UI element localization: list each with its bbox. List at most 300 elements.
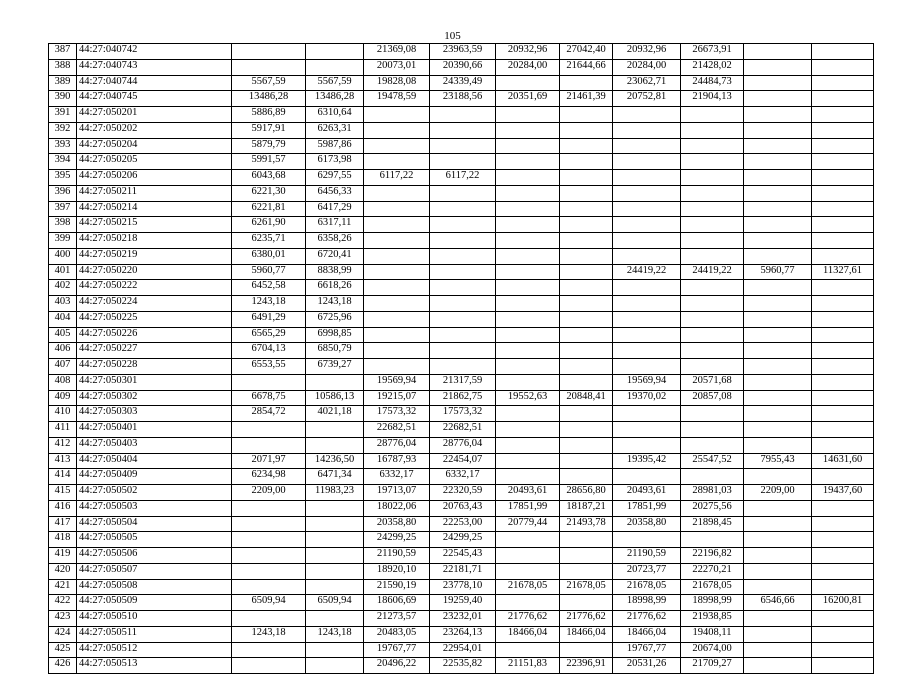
value-cell: 19569,94 [613,374,681,390]
cadastral-code-cell: 44:27:050211 [77,185,232,201]
value-cell [681,296,744,312]
value-cell [306,422,364,438]
value-cell: 26673,91 [681,44,744,60]
table-row [49,44,874,60]
value-cell [681,138,744,154]
row-number-cell: 390 [49,91,77,107]
value-cell: 21678,05 [560,579,613,595]
value-cell: 7955,43 [744,453,812,469]
value-cell [744,201,812,217]
value-cell: 28656,80 [560,485,613,501]
value-cell [812,296,874,312]
cadastral-code-cell: 44:27:050512 [77,642,232,658]
row-number-cell: 412 [49,437,77,453]
value-cell [744,170,812,186]
value-cell [232,642,306,658]
table-row [49,154,874,170]
cadastral-code-cell: 44:27:050206 [77,170,232,186]
value-cell [744,406,812,422]
row-number-cell: 392 [49,122,77,138]
value-cell [430,154,496,170]
value-cell: 28776,04 [364,437,430,453]
row-number-cell: 391 [49,107,77,123]
value-cell [613,343,681,359]
value-cell [744,327,812,343]
value-cell: 19478,59 [364,91,430,107]
value-cell [812,217,874,233]
row-number-cell: 401 [49,264,77,280]
value-cell: 6297,55 [306,170,364,186]
row-number-cell: 397 [49,201,77,217]
row-number-cell: 395 [49,170,77,186]
value-cell [430,217,496,233]
value-cell [681,469,744,485]
table-row [49,185,874,201]
value-cell [812,311,874,327]
value-cell: 6358,26 [306,233,364,249]
value-cell: 21938,85 [681,611,744,627]
value-cell: 13486,28 [232,91,306,107]
cadastral-code-cell: 44:27:050205 [77,154,232,170]
value-cell: 1243,18 [306,626,364,642]
table-row [49,359,874,375]
cadastral-code-cell: 44:27:050228 [77,359,232,375]
value-cell [744,91,812,107]
value-cell: 22954,01 [430,642,496,658]
value-cell: 5960,77 [744,264,812,280]
value-cell [306,563,364,579]
table-row [49,233,874,249]
value-cell [430,233,496,249]
table-row [49,563,874,579]
value-cell: 6417,29 [306,201,364,217]
value-cell [560,563,613,579]
value-cell [681,437,744,453]
value-cell: 5879,79 [232,138,306,154]
value-cell: 21190,59 [613,548,681,564]
value-cell: 20073,01 [364,59,430,75]
value-cell: 18998,99 [681,595,744,611]
value-cell [613,469,681,485]
value-cell [560,469,613,485]
cadastral-code-cell: 44:27:050218 [77,233,232,249]
table-row [49,611,874,627]
value-cell [430,248,496,264]
value-cell: 21644,66 [560,59,613,75]
value-cell [232,44,306,60]
value-cell: 21776,62 [613,611,681,627]
value-cell [744,500,812,516]
value-cell [744,532,812,548]
table-row [49,75,874,91]
value-cell [812,122,874,138]
value-cell: 28776,04 [430,437,496,453]
value-cell [613,122,681,138]
value-cell [364,296,430,312]
value-cell: 27042,40 [560,44,613,60]
value-cell [613,107,681,123]
value-cell [812,327,874,343]
value-cell: 20848,41 [560,390,613,406]
value-cell [496,469,560,485]
value-cell [744,642,812,658]
value-cell [744,374,812,390]
row-number-cell: 388 [49,59,77,75]
value-cell [496,422,560,438]
value-cell: 21678,05 [613,579,681,595]
table-row [49,485,874,501]
value-cell [744,44,812,60]
value-cell: 28981,03 [681,485,744,501]
value-cell [681,532,744,548]
table-row [49,248,874,264]
value-cell: 21776,62 [496,611,560,627]
value-cell [560,264,613,280]
value-cell [496,296,560,312]
value-cell [613,170,681,186]
value-cell [613,233,681,249]
value-cell: 19395,42 [613,453,681,469]
value-cell [232,611,306,627]
value-cell: 6173,98 [306,154,364,170]
value-cell [744,469,812,485]
value-cell [681,248,744,264]
value-cell: 24299,25 [364,532,430,548]
value-cell [496,201,560,217]
value-cell [496,548,560,564]
value-cell [681,359,744,375]
value-cell [560,595,613,611]
value-cell: 16787,93 [364,453,430,469]
row-number-cell: 426 [49,658,77,674]
value-cell [744,154,812,170]
row-number-cell: 425 [49,642,77,658]
row-number-cell: 423 [49,611,77,627]
value-cell [560,532,613,548]
value-cell [812,658,874,674]
value-cell [560,296,613,312]
value-cell: 22454,07 [430,453,496,469]
value-cell [232,500,306,516]
value-cell [812,390,874,406]
row-number-cell: 420 [49,563,77,579]
table-row [49,579,874,595]
value-cell [681,154,744,170]
value-cell [306,516,364,532]
value-cell [681,311,744,327]
value-cell [496,264,560,280]
value-cell: 19437,60 [812,485,874,501]
cadastral-code-cell: 44:27:050508 [77,579,232,595]
table-row [49,107,874,123]
value-cell [812,107,874,123]
value-cell [364,264,430,280]
value-cell: 22545,43 [430,548,496,564]
cadastral-code-cell: 44:27:050513 [77,658,232,674]
value-cell [430,107,496,123]
value-cell [232,532,306,548]
value-cell: 20531,26 [613,658,681,674]
value-cell: 21678,05 [681,579,744,595]
value-cell [430,185,496,201]
value-cell [812,233,874,249]
cadastral-code-cell: 44:27:050507 [77,563,232,579]
cadastral-code-cell: 44:27:050219 [77,248,232,264]
table-row [49,469,874,485]
value-cell [744,563,812,579]
value-cell: 1243,18 [232,626,306,642]
value-cell: 21273,57 [364,611,430,627]
value-cell [364,107,430,123]
row-number-cell: 416 [49,500,77,516]
value-cell [812,154,874,170]
value-cell: 13486,28 [306,91,364,107]
row-number-cell: 418 [49,532,77,548]
value-cell [560,280,613,296]
value-cell: 6235,71 [232,233,306,249]
value-cell: 17573,32 [430,406,496,422]
value-cell [812,359,874,375]
value-cell [812,201,874,217]
table-row [49,217,874,233]
table-row [49,59,874,75]
value-cell: 6618,26 [306,280,364,296]
value-cell: 21776,62 [560,611,613,627]
value-cell: 21428,02 [681,59,744,75]
value-cell: 23778,10 [430,579,496,595]
value-cell [681,343,744,359]
value-cell [560,154,613,170]
value-cell [560,233,613,249]
table-row [49,390,874,406]
cadastral-code-cell: 44:27:050201 [77,107,232,123]
value-cell: 6332,17 [430,469,496,485]
row-number-cell: 417 [49,516,77,532]
value-cell: 6117,22 [364,170,430,186]
row-number-cell: 415 [49,485,77,501]
value-cell [496,122,560,138]
row-number-cell: 410 [49,406,77,422]
value-cell [232,563,306,579]
row-number-cell: 403 [49,296,77,312]
value-cell [306,500,364,516]
value-cell [613,280,681,296]
value-cell: 20752,81 [613,91,681,107]
value-cell: 21709,27 [681,658,744,674]
value-cell [560,548,613,564]
value-cell: 17573,32 [364,406,430,422]
value-cell [364,138,430,154]
value-cell [560,406,613,422]
value-cell [613,154,681,170]
value-cell [364,201,430,217]
value-cell: 19767,77 [364,642,430,658]
table-row [49,658,874,674]
value-cell [430,138,496,154]
value-cell: 6509,94 [306,595,364,611]
row-number-cell: 408 [49,374,77,390]
value-cell [560,122,613,138]
value-cell [496,374,560,390]
value-cell: 22396,91 [560,658,613,674]
value-cell [613,327,681,343]
value-cell: 20358,80 [613,516,681,532]
value-cell [560,642,613,658]
value-cell: 19259,40 [430,595,496,611]
value-cell [681,185,744,201]
value-cell [812,248,874,264]
value-cell: 6261,90 [232,217,306,233]
value-cell [430,201,496,217]
value-cell: 21898,45 [681,516,744,532]
value-cell: 21317,59 [430,374,496,390]
row-number-cell: 387 [49,44,77,60]
value-cell [496,138,560,154]
value-cell [744,248,812,264]
value-cell [812,170,874,186]
value-cell [744,437,812,453]
table-row [49,374,874,390]
value-cell [496,563,560,579]
value-cell: 6704,13 [232,343,306,359]
value-cell: 14631,60 [812,453,874,469]
value-cell: 21678,05 [496,579,560,595]
row-number-cell: 407 [49,359,77,375]
value-cell [744,75,812,91]
cadastral-code-cell: 44:27:050301 [77,374,232,390]
cadastral-code-cell: 44:27:050502 [77,485,232,501]
value-cell [232,59,306,75]
value-cell: 16200,81 [812,595,874,611]
value-cell: 20275,56 [681,500,744,516]
value-cell [613,217,681,233]
table-row [49,91,874,107]
value-cell [306,611,364,627]
table-row [49,595,874,611]
value-cell [364,280,430,296]
value-cell: 6221,30 [232,185,306,201]
value-cell [496,327,560,343]
value-cell: 24339,49 [430,75,496,91]
value-cell [613,359,681,375]
value-cell: 23232,01 [430,611,496,627]
value-cell: 6317,11 [306,217,364,233]
value-cell: 20932,96 [496,44,560,60]
value-cell: 20483,05 [364,626,430,642]
value-cell [812,280,874,296]
value-cell: 11983,23 [306,485,364,501]
value-cell: 21862,75 [430,390,496,406]
value-cell [560,170,613,186]
value-cell: 20571,68 [681,374,744,390]
value-cell [496,453,560,469]
value-cell [496,406,560,422]
value-cell [496,217,560,233]
value-cell [812,185,874,201]
table-body [49,44,874,674]
value-cell: 19767,77 [613,642,681,658]
table-row [49,311,874,327]
value-cell [744,311,812,327]
value-cell [364,359,430,375]
value-cell: 24484,73 [681,75,744,91]
value-cell: 20390,66 [430,59,496,75]
row-number-cell: 421 [49,579,77,595]
value-cell: 23963,59 [430,44,496,60]
table-row [49,516,874,532]
value-cell: 23264,13 [430,626,496,642]
cadastral-code-cell: 44:27:040744 [77,75,232,91]
row-number-cell: 404 [49,311,77,327]
cadastral-code-cell: 44:27:050511 [77,626,232,642]
value-cell: 18187,21 [560,500,613,516]
value-cell: 10586,13 [306,390,364,406]
value-cell [430,343,496,359]
value-cell [560,374,613,390]
value-cell: 1243,18 [232,296,306,312]
value-cell: 5567,59 [306,75,364,91]
value-cell [681,280,744,296]
table-row [49,296,874,312]
row-number-cell: 399 [49,233,77,249]
value-cell [560,217,613,233]
value-cell [232,579,306,595]
value-cell [681,107,744,123]
table-row [49,406,874,422]
value-cell: 24299,25 [430,532,496,548]
value-cell: 2071,97 [232,453,306,469]
value-cell: 5917,91 [232,122,306,138]
cadastral-code-cell: 44:27:050510 [77,611,232,627]
value-cell [496,75,560,91]
value-cell [812,548,874,564]
value-cell: 18920,10 [364,563,430,579]
value-cell [744,658,812,674]
value-cell: 19828,08 [364,75,430,91]
value-cell [812,138,874,154]
row-number-cell: 400 [49,248,77,264]
value-cell [430,296,496,312]
value-cell [812,469,874,485]
cadastral-code-cell: 44:27:050505 [77,532,232,548]
value-cell [812,532,874,548]
value-cell [812,406,874,422]
value-cell [306,579,364,595]
cadastral-code-cell: 44:27:050227 [77,343,232,359]
cadastral-code-cell: 44:27:050503 [77,500,232,516]
value-cell [681,201,744,217]
value-cell: 20779,44 [496,516,560,532]
value-cell: 6720,41 [306,248,364,264]
value-cell [613,422,681,438]
value-cell [560,248,613,264]
value-cell [681,327,744,343]
value-cell [496,311,560,327]
value-cell [744,611,812,627]
value-cell: 21493,78 [560,516,613,532]
value-cell: 18606,69 [364,595,430,611]
value-cell: 19713,07 [364,485,430,501]
row-number-cell: 393 [49,138,77,154]
value-cell [232,422,306,438]
value-cell: 20763,43 [430,500,496,516]
value-cell [232,548,306,564]
value-cell [560,185,613,201]
value-cell: 6471,34 [306,469,364,485]
value-cell [812,500,874,516]
value-cell [744,122,812,138]
value-cell [744,579,812,595]
